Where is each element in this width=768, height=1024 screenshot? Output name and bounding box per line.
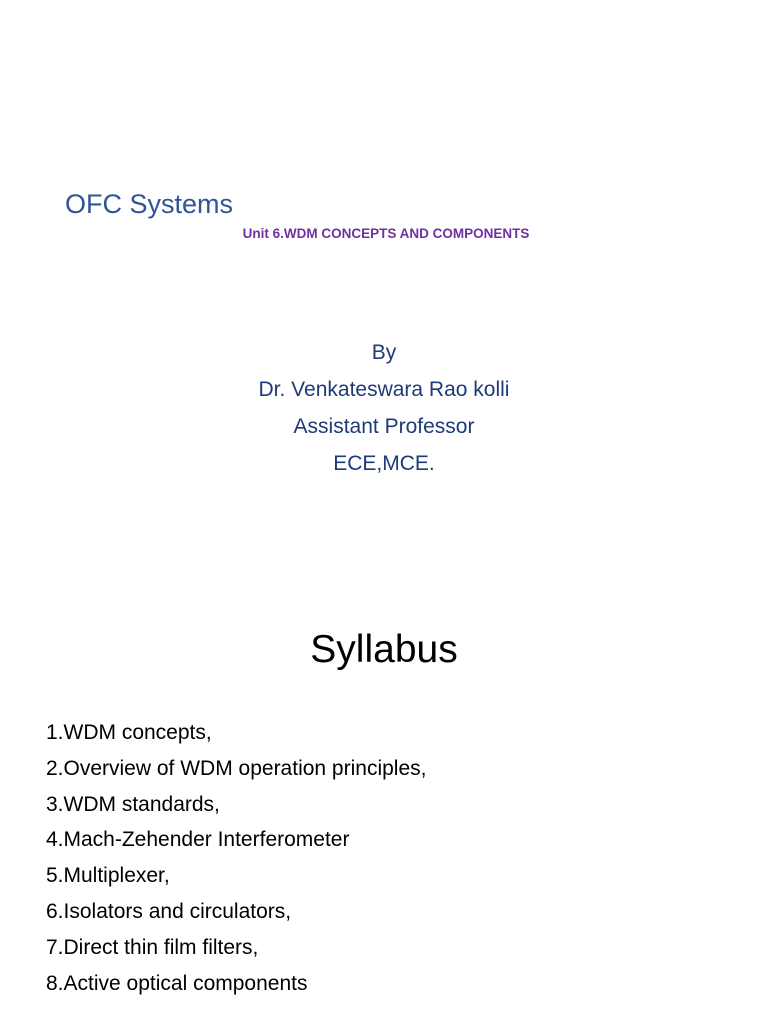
syllabus-list <box>46 715 426 1001</box>
syllabus-item: 2.Overview of WDM operation principles, <box>46 756 427 780</box>
course-title: OFC Systems <box>65 189 234 219</box>
syllabus-item: 3.WDM standards, <box>46 792 220 816</box>
syllabus-item: 7.Direct thin film filters, <box>46 935 259 959</box>
author-designation: Assistant Professor <box>293 415 475 438</box>
syllabus-slide <box>0 560 768 1024</box>
author-department: ECE,MCE. <box>333 452 435 475</box>
syllabus-item: 4.Mach-Zehender Interferometer <box>46 828 350 852</box>
syllabus-item: 1.WDM concepts, <box>46 721 212 744</box>
unit-title: Unit 6.WDM CONCEPTS AND COMPONENTS <box>242 226 530 241</box>
author-by-label: By <box>371 341 397 364</box>
syllabus-item: 5.Multiplexer, <box>46 864 170 888</box>
syllabus-item: 6.Isolators and circulators, <box>46 899 292 923</box>
author-name: Dr. Venkateswara Rao kolli <box>258 378 510 401</box>
syllabus-item: 8.Active optical components <box>46 971 308 995</box>
syllabus-heading: Syllabus <box>310 628 458 671</box>
author-block <box>0 334 768 482</box>
